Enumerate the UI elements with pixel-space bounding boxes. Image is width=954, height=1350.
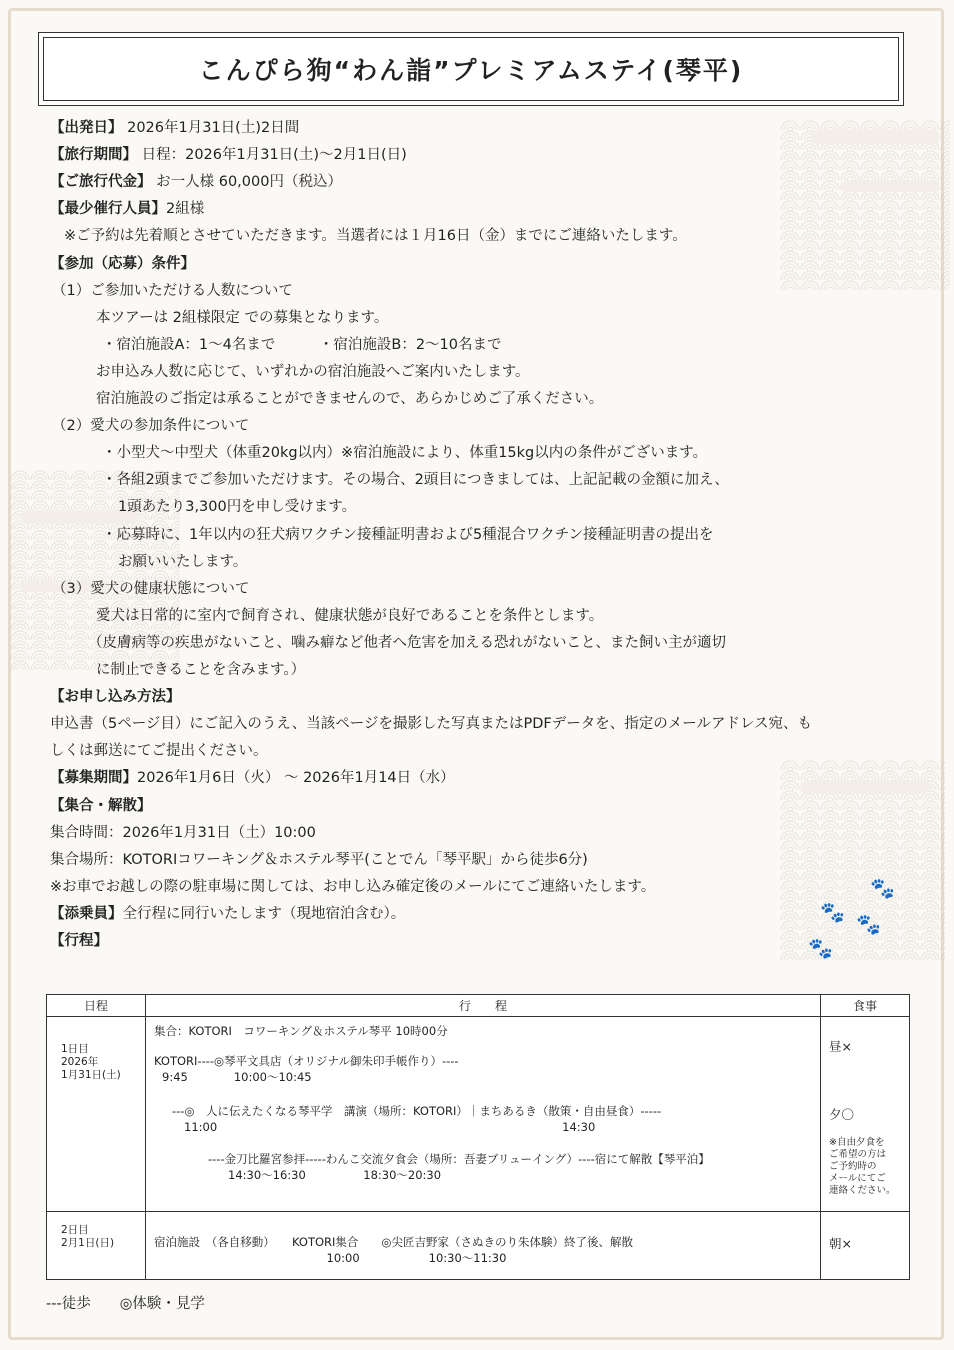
body-line bbox=[102, 470, 729, 490]
body-line bbox=[96, 660, 305, 680]
section-text: 2026年1月31日(土)2日間 bbox=[122, 120, 300, 136]
body-line bbox=[50, 796, 152, 816]
body-line bbox=[118, 497, 356, 517]
itinerary-time: 11:00 14:30 bbox=[184, 1120, 596, 1134]
day1-date: 1月31日(土) bbox=[61, 1069, 121, 1081]
meal-dinner: 夕〇 bbox=[829, 1107, 855, 1122]
body-line bbox=[96, 389, 603, 409]
paw-print-icon: 🐾 bbox=[856, 912, 881, 936]
meal-note: ご希望の方は bbox=[829, 1149, 887, 1160]
section-text: しくは郵送にてご提出ください。 bbox=[50, 743, 268, 759]
section-text: 宿泊施設のご指定は承ることができませんので、あらかじめご了承ください。 bbox=[96, 391, 604, 407]
itinerary-line: ----金刀比羅宮参拝-----わんこ交流夕食会（場所：吾妻ブリューイング）----宿にて解散【琴平泊】 bbox=[208, 1152, 710, 1166]
meal-note: メールにてご bbox=[829, 1173, 886, 1184]
section-text: お一人様 60,000円（税込） bbox=[151, 174, 342, 190]
section-label: 【参加（応募）条件】 bbox=[50, 256, 195, 272]
section-label: 【出発日】 bbox=[50, 120, 123, 136]
body-line bbox=[50, 823, 316, 843]
meal-breakfast: 朝× bbox=[829, 1236, 852, 1251]
page-title: こんぴら狗“わん詣”プレミアムステイ(琴平) bbox=[198, 56, 744, 85]
body-line bbox=[102, 335, 502, 355]
itinerary-line: KOTORI----◎琴平文具店（オリジナル御朱印手帳作り）---- bbox=[154, 1054, 459, 1068]
body-line bbox=[88, 633, 726, 653]
section-text: お申込み人数に応じて、いずれかの宿泊施設へご案内いたします。 bbox=[96, 364, 530, 380]
body-line bbox=[50, 254, 195, 274]
body-line bbox=[50, 741, 268, 761]
section-text: ・宿泊施設A：1～4名まで ・宿泊施設B：2～10名まで bbox=[102, 337, 502, 353]
body-line bbox=[50, 904, 405, 924]
section-text: （3）愛犬の健康状態について bbox=[52, 581, 250, 597]
legend: ---徒歩 ◎体験・見学 bbox=[46, 1296, 205, 1312]
day1-year: 2026年 bbox=[61, 1056, 99, 1068]
title-box bbox=[38, 32, 904, 106]
body-line bbox=[50, 714, 812, 734]
meal-note: 連絡ください。 bbox=[829, 1185, 896, 1196]
section-text: 1頭あたり3,300円を申し受けます。 bbox=[118, 499, 357, 515]
section-text: （2）愛犬の参加条件について bbox=[52, 418, 250, 434]
section-label: 【行程】 bbox=[50, 933, 108, 949]
section-label: 【募集期間】 bbox=[50, 770, 137, 786]
paw-print-icon: 🐾 bbox=[870, 876, 895, 900]
header-itinerary: 行 程 bbox=[146, 995, 821, 1017]
section-text: ・各組2頭までご参加いただけます。その場合、2頭目につきましては、上記記載の金額に加え、 bbox=[102, 472, 729, 488]
itinerary-line: ---◎ 人に伝えたくなる琴平学 講演（場所：KOTORI）｜まちあるき（散策・自由昼食）----- bbox=[172, 1104, 662, 1118]
body-line bbox=[96, 362, 530, 382]
body-line bbox=[96, 308, 388, 328]
body-line bbox=[50, 118, 299, 138]
section-label: 【旅行期間】 bbox=[50, 147, 137, 163]
itinerary-time: 14:30～16:30 18:30～20:30 bbox=[228, 1168, 442, 1182]
itinerary-time: 10:00 10:30～11:30 bbox=[154, 1251, 507, 1265]
section-text: 本ツアーは 2組様限定 での募集となります。 bbox=[96, 310, 389, 326]
section-text: ・小型犬～中型犬（体重20kg以内）※宿泊施設により、体重15kg以内の条件がございます。 bbox=[102, 445, 708, 461]
meal-note: ※自由夕食を bbox=[829, 1137, 885, 1148]
header-meal: 食事 bbox=[821, 995, 910, 1017]
body-line bbox=[50, 145, 407, 165]
body-line bbox=[50, 172, 342, 192]
body-line bbox=[50, 199, 204, 219]
section-text: （1）ご参加いただける人数について bbox=[52, 283, 293, 299]
section-text: 2026年1月6日（火） ～ 2026年1月14日（水） bbox=[137, 770, 455, 786]
meal-note: ご予約時の bbox=[829, 1161, 877, 1172]
body-line bbox=[50, 687, 181, 707]
section-text: 全行程に同行いたします（現地宿泊含む）。 bbox=[122, 906, 406, 922]
body-line bbox=[52, 579, 249, 599]
meal-lunch: 昼× bbox=[829, 1039, 852, 1054]
section-text: 日程：2026年1月31日(土)～2月1日(日) bbox=[137, 147, 407, 163]
section-text: 申込書（5ページ目）にご記入のうえ、当該ページを撮影した写真またはPDFデータを、指定のメールアドレス宛、も bbox=[50, 716, 813, 732]
section-text: 愛犬は日常的に室内で飼育され、健康状態が良好であることを条件とします。 bbox=[96, 608, 604, 624]
body-line bbox=[50, 877, 655, 897]
itinerary-line: 集合：KOTORI コワーキング＆ホステル琴平 10時00分 bbox=[154, 1024, 448, 1038]
section-label: 【最少催行人員】 bbox=[50, 201, 166, 217]
section-text: 集合場所：KOTORIコワーキング＆ホステル琴平(ことでん「琴平駅」から徒歩6分) bbox=[50, 852, 588, 868]
itinerary-line: 宿泊施設 （各自移動） KOTORI集合 ◎尖匠吉野家（さぬきのり朱体験）終了後、解散 bbox=[154, 1235, 633, 1249]
body-line bbox=[96, 606, 603, 626]
section-text: （皮膚病等の疾患がないこと、噛み癖など他者へ危害を加える恐れがないこと、また飼い主が適切 bbox=[88, 635, 726, 651]
section-text: に制止できることを含みます。） bbox=[96, 662, 306, 678]
section-text: 集合時間：2026年1月31日（土）10:00 bbox=[50, 825, 316, 841]
paw-print-icon: 🐾 bbox=[820, 900, 845, 924]
body-line bbox=[52, 281, 293, 301]
section-label: 【添乗員】 bbox=[50, 906, 123, 922]
paw-print-icon: 🐾 bbox=[808, 936, 833, 960]
day2-label: 2日目 bbox=[61, 1224, 89, 1236]
header-date: 日程 bbox=[47, 995, 146, 1017]
section-label: 【お申し込み方法】 bbox=[50, 689, 181, 705]
body-line bbox=[64, 226, 687, 246]
section-text: ※ご予約は先着順とさせていただきます。当選者には１月16日（金）までにご連絡いたします。 bbox=[64, 228, 687, 244]
section-text: 2組様 bbox=[166, 201, 205, 217]
body-line bbox=[50, 768, 455, 788]
section-text: ※お車でお越しの際の駐車場に関しては、お申し込み確定後のメールにてご連絡いたします。 bbox=[50, 879, 656, 895]
schedule-table bbox=[46, 994, 910, 1280]
body-line bbox=[50, 850, 588, 870]
section-text: お願いいたします。 bbox=[118, 554, 248, 570]
body-line bbox=[52, 416, 249, 436]
day2-date: 2月1日(日) bbox=[61, 1237, 115, 1249]
body-line bbox=[50, 931, 108, 951]
body-line bbox=[118, 552, 247, 572]
section-label: 【集合・解散】 bbox=[50, 798, 152, 814]
body-line bbox=[102, 443, 707, 463]
wave-pattern-top-right bbox=[780, 120, 950, 290]
section-label: 【ご旅行代金】 bbox=[50, 174, 152, 190]
body-line bbox=[102, 525, 714, 545]
day1-label: 1日目 bbox=[61, 1043, 89, 1055]
section-text: ・応募時に、1年以内の狂犬病ワクチン接種証明書および5種混合ワクチン接種証明書の提出を bbox=[102, 527, 714, 543]
itinerary-time: 9:45 10:00～10:45 bbox=[162, 1070, 312, 1084]
